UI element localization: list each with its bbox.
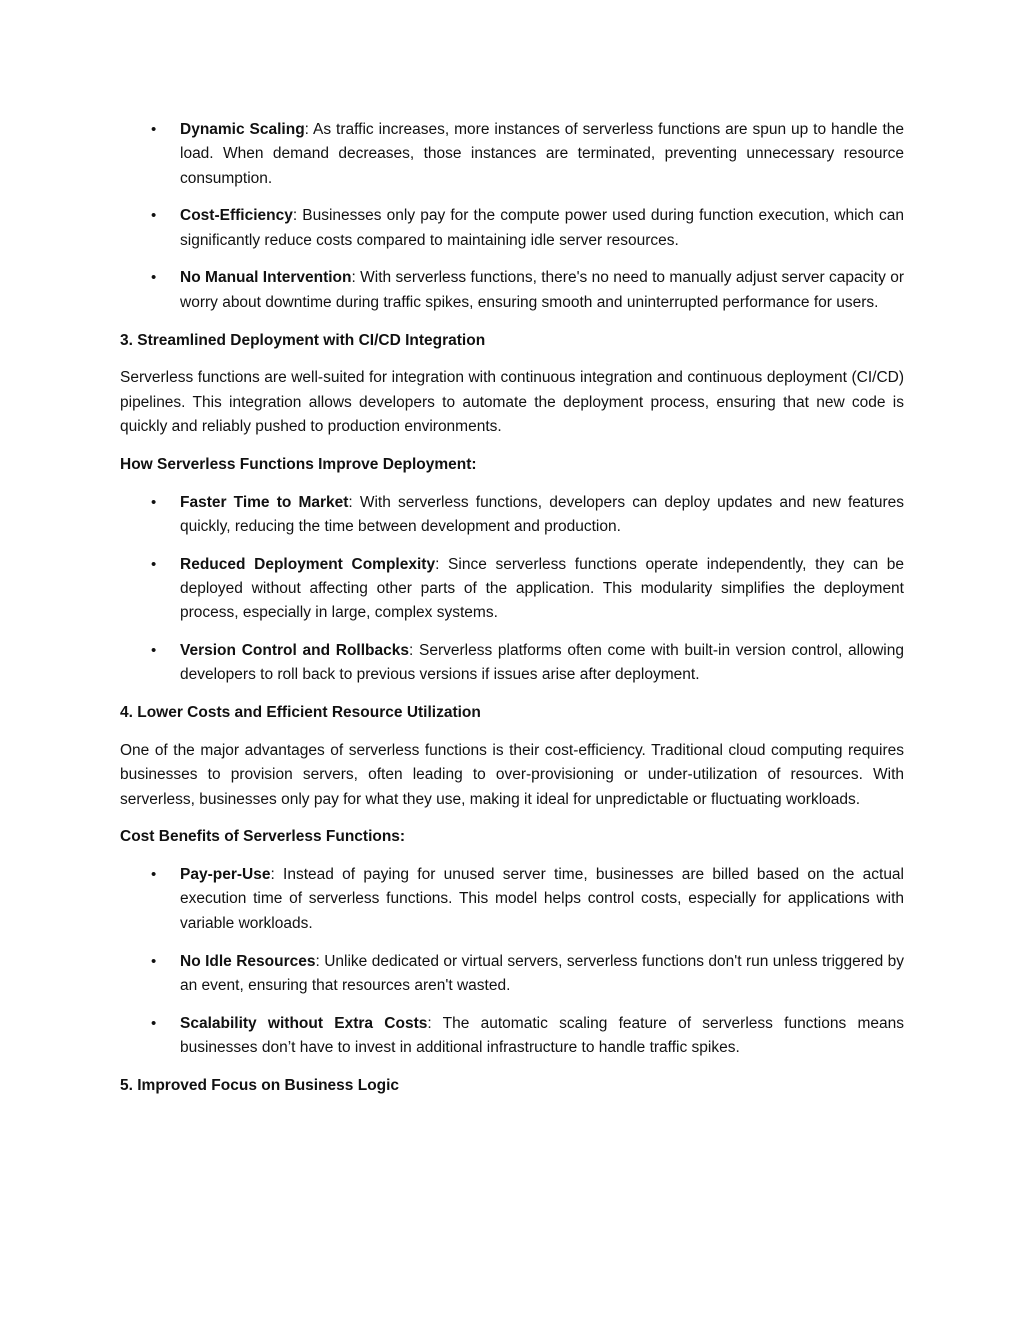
bullet-icon: • (151, 207, 157, 225)
section-3-paragraph: Serverless functions are well-suited for integration with continuous integration and continuous deployment (CI/CD) pipelines. This integration allows developers to automate the deployment process, ensuring that new code is quickly and reliably pushed to production environments. (120, 369, 904, 435)
bullet-term: No Manual Intervention (180, 269, 352, 287)
bullet-icon: • (151, 1014, 157, 1032)
list-item (120, 1012, 904, 1061)
bullet-term: Version Control and Rollbacks (180, 642, 409, 660)
section-3-heading: 3. Streamlined Deployment with CI/CD Integration (120, 331, 486, 349)
section-4-heading: 4. Lower Costs and Efficient Resource Utilization (120, 704, 481, 722)
bullet-term: Pay-per-Use (180, 866, 271, 884)
bullet-text: : As traffic increases, more instances of serverless functions are spun up to handle the load. When demand decreases, those instances are terminated, preventing unnecessary resource consumption. (180, 121, 905, 187)
list-item (120, 639, 904, 688)
section-3-subheading: How Serverless Functions Improve Deployment: (120, 455, 477, 473)
bullet-icon: • (151, 269, 157, 287)
intro-bullet-list (120, 118, 904, 315)
bullet-term: No Idle Resources (180, 952, 316, 970)
bullet-text: : With serverless functions, there's no need to manually adjust server capacity or worry about downtime during traffic spikes, ensuring smooth and uninterrupted performance for users. (180, 269, 904, 311)
bullet-text: : Since serverless functions operate independently, they can be deployed without affecting other parts of the application. This modularity simplifies the deployment process, especially in large, complex systems. (180, 555, 905, 622)
list-item (120, 553, 904, 626)
bullet-icon: • (151, 952, 157, 970)
bullet-text: : Unlike dedicated or virtual servers, serverless functions don't run unless triggered by an event, ensuring that resources aren't wasted. (180, 952, 904, 994)
bullet-icon: • (151, 866, 157, 884)
bullet-icon: • (151, 121, 157, 138)
section-5-heading: 5. Improved Focus on Business Logic (120, 1076, 400, 1094)
list-item (120, 863, 904, 936)
bullet-term: Cost-Efficiency (180, 207, 293, 225)
section-4-paragraph: One of the major advantages of serverless functions is their cost-efficiency. Traditional cloud computing requires businesses to provision servers, often leading to over-provisioning or under-utilization of resources. With serverless, businesses only pay for what they use, making it ideal for unpredictable or fluctuating workloads. (120, 741, 904, 808)
bullet-text: : Serverless platforms often come with built-in version control, allowing developers to roll back to previous versions if issues arise after deployment. (180, 642, 904, 684)
bullet-icon: • (151, 642, 157, 660)
bullet-term: Reduced Deployment Complexity (180, 555, 436, 573)
list-item (120, 266, 904, 315)
bullet-text: : The automatic scaling feature of serverless functions means businesses don’t have to invest in additional infrastructure to handle traffic spikes. (180, 1014, 904, 1056)
bullet-icon: • (151, 493, 157, 511)
section-4-subheading: Cost Benefits of Serverless Functions: (120, 828, 406, 846)
list-item (120, 204, 904, 253)
bullet-text: : Instead of paying for unused server time, businesses are billed based on the actual execution time of serverless functions. This model helps control costs, especially for applications with variable workloads. (180, 866, 904, 932)
bullet-term: Scalability without Extra Costs (180, 1014, 428, 1032)
bullet-text: : With serverless functions, developers can deploy updates and new features quickly, reducing the time between development and production. (180, 493, 904, 535)
bullet-term: Dynamic Scaling (180, 121, 305, 138)
list-item (120, 118, 904, 191)
bullet-text: : Businesses only pay for the compute power used during function execution, which can significantly reduce costs compared to maintaining idle server resources. (180, 207, 904, 249)
list-item (120, 491, 904, 540)
document-page (120, 118, 904, 1112)
section-3-bullet-list (120, 491, 904, 688)
list-item (120, 950, 904, 999)
bullet-term: Faster Time to Market (180, 493, 349, 511)
section-4-bullet-list (120, 863, 904, 1060)
bullet-icon: • (151, 555, 157, 573)
